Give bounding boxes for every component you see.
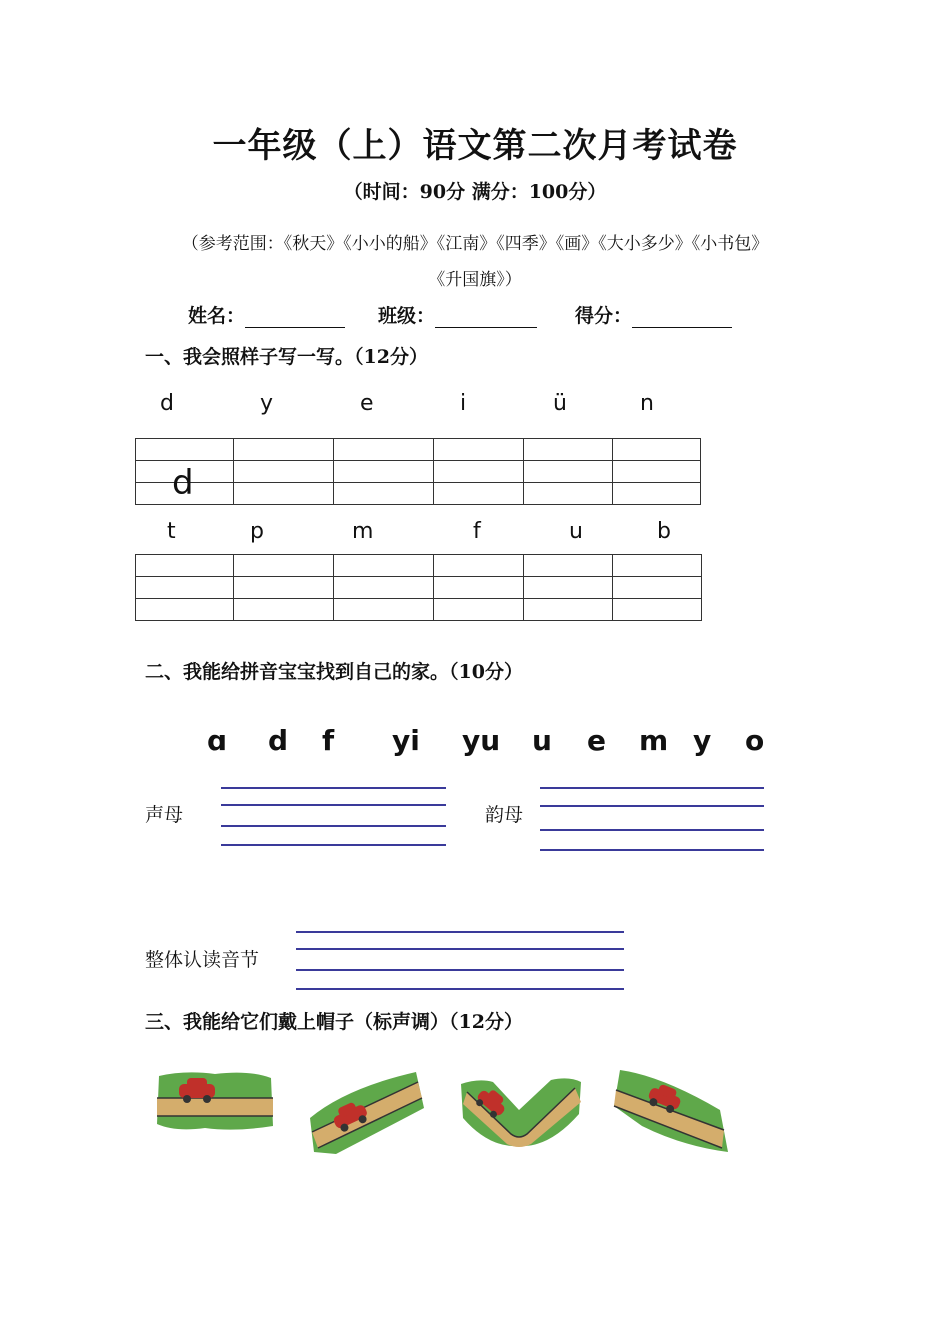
- answer-line[interactable]: [540, 787, 764, 789]
- class-label: 班级：: [378, 305, 436, 327]
- exam-title: 一年级（上）语文第二次月考试卷: [212, 126, 738, 166]
- pinyin-item: m: [639, 724, 669, 757]
- class-blank[interactable]: [435, 305, 537, 328]
- zhengti-label: 整体认读音节: [145, 949, 260, 971]
- reference-scope-line1: （参考范围：《秋天》《小小的船》《江南》《四季》《画》《大小多少》《小书包》: [181, 234, 769, 254]
- yunmu-label: 韵母: [485, 804, 524, 826]
- row2-letter: u: [569, 519, 583, 544]
- row1-letter: e: [360, 391, 374, 416]
- score-label: 得分：: [575, 305, 633, 327]
- answer-line[interactable]: [221, 844, 446, 846]
- answer-line[interactable]: [296, 948, 624, 950]
- answer-line[interactable]: [296, 969, 624, 971]
- row1-letter: ü: [553, 391, 567, 416]
- name-blank[interactable]: [245, 305, 345, 328]
- pinyin-item: yi: [392, 724, 420, 757]
- reference-scope-line2: 《升国旗》）: [428, 270, 522, 290]
- name-field[interactable]: [188, 301, 345, 328]
- class-field[interactable]: [378, 301, 537, 328]
- answer-line[interactable]: [540, 849, 764, 851]
- answer-line[interactable]: [296, 931, 624, 933]
- pinyin-item: u: [532, 724, 552, 757]
- answer-line[interactable]: [296, 988, 624, 990]
- answer-line[interactable]: [221, 804, 446, 806]
- answer-line[interactable]: [540, 805, 764, 807]
- row2-letter: b: [657, 519, 671, 544]
- writing-grid-row1[interactable]: [135, 438, 701, 505]
- answer-line[interactable]: [540, 829, 764, 831]
- row2-letter: t: [167, 519, 176, 544]
- shengmu-label: 声母: [145, 804, 184, 826]
- pinyin-item: yu: [462, 724, 501, 757]
- pinyin-item: d: [268, 724, 289, 757]
- answer-line[interactable]: [221, 787, 446, 789]
- flat-road-car-picture: [155, 1068, 275, 1134]
- writing-grid-row2[interactable]: [135, 554, 702, 621]
- rising-road-car-picture: [306, 1068, 426, 1158]
- score-field[interactable]: [575, 301, 732, 328]
- row2-letter: p: [250, 519, 264, 544]
- sample-letter: d: [172, 463, 194, 503]
- section1-heading: 一、我会照样子写一写。（12分）: [145, 346, 428, 368]
- section3-heading: 三、我能给它们戴上帽子（标声调）（12分）: [145, 1011, 523, 1033]
- pinyin-item: o: [745, 724, 765, 757]
- row1-letter: i: [460, 391, 467, 416]
- name-label: 姓名：: [188, 305, 246, 327]
- falling-road-car-picture: [612, 1066, 730, 1158]
- row2-letter: f: [473, 519, 481, 544]
- road-shape: [157, 1098, 273, 1116]
- pinyin-item: f: [322, 724, 335, 757]
- pinyin-item: ɑ: [207, 724, 228, 757]
- exam-time-score: （时间：90分 满分：100分）: [343, 181, 607, 203]
- row2-letter: m: [352, 519, 374, 544]
- row1-letter: y: [260, 391, 274, 416]
- row1-letter: n: [640, 391, 654, 416]
- row1-letter: d: [160, 391, 174, 416]
- pinyin-item: e: [587, 724, 606, 757]
- section2-heading: 二、我能给拼音宝宝找到自己的家。（10分）: [145, 661, 523, 683]
- dipping-road-car-picture: [459, 1068, 584, 1148]
- answer-line[interactable]: [221, 825, 446, 827]
- score-blank[interactable]: [632, 305, 732, 328]
- pinyin-item: y: [693, 724, 712, 757]
